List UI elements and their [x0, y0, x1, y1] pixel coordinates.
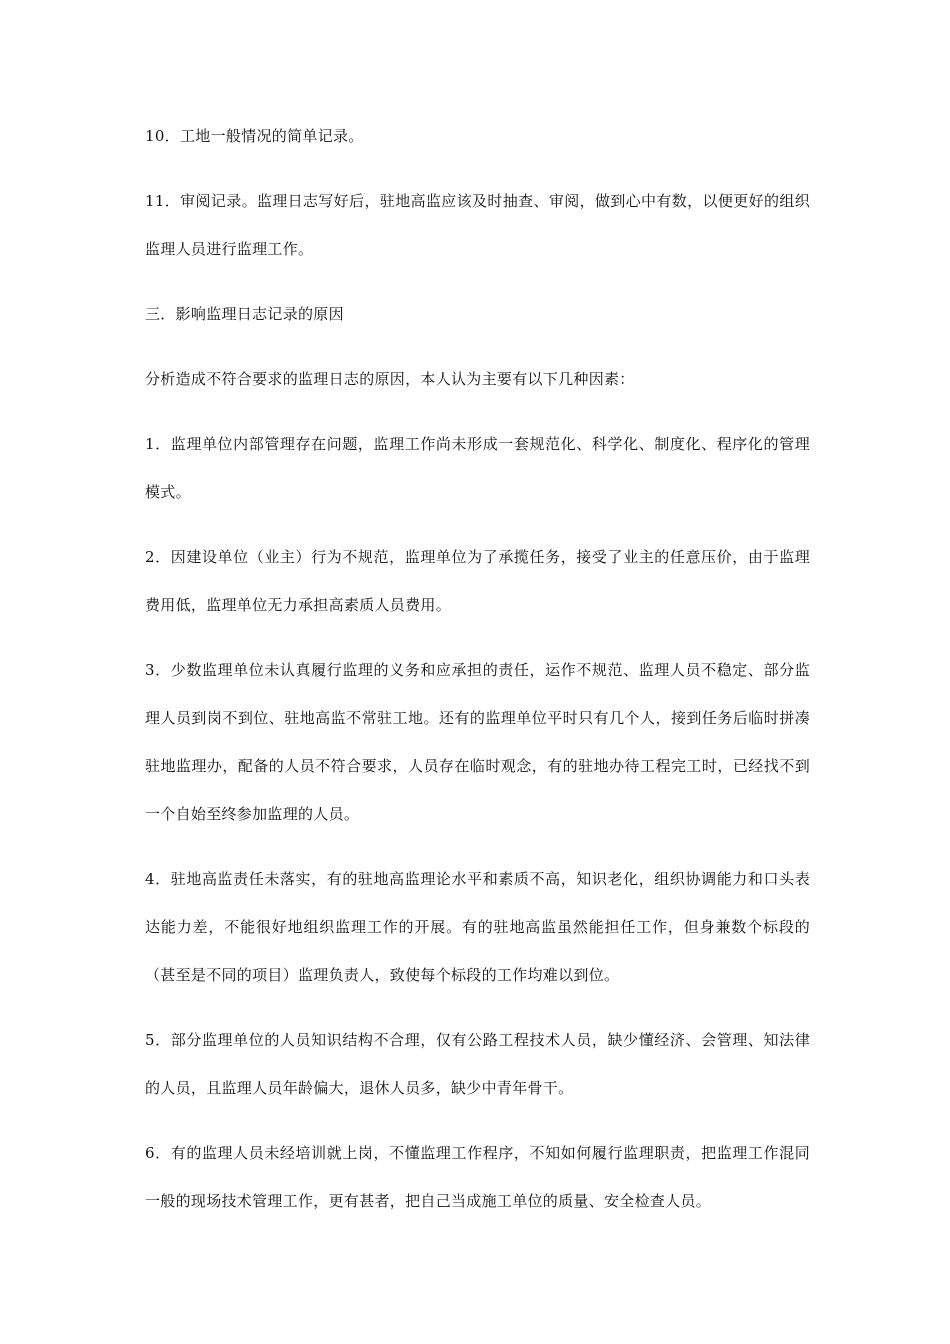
paragraph-reason-6: 6．有的监理人员未经培训就上岗，不懂监理工作程序，不知如何履行监理职责，把监理工作混同一般的现场技术管理工作，更有甚者，把自己当成施工单位的质量、安全检查人员。 [145, 1144, 810, 1210]
paragraph-intro: 分析造成不符合要求的监理日志的原因，本人认为主要有以下几种因素： [145, 370, 635, 388]
paragraph-item-10: 10．工地一般情况的简单记录。 [145, 127, 364, 145]
section-heading-3: 三．影响监理日志记录的原因 [145, 305, 344, 323]
paragraph-reason-5: 5．部分监理单位的人员知识结构不合理，仅有公路工程技术人员，缺少懂经济、会管理、知法律的人员，且监理人员年龄偏大，退休人员多，缺少中青年骨干。 [145, 1031, 810, 1097]
paragraph-item-11: 11．审阅记录。监理日志写好后，驻地高监应该及时抽查、审阅，做到心中有数，以便更好的组织监理人员进行监理工作。 [145, 192, 810, 258]
document-body [145, 112, 810, 1242]
paragraph-reason-1: 1．监理单位内部管理存在问题，监理工作尚未形成一套规范化、科学化、制度化、程序化的管理模式。 [145, 435, 810, 501]
paragraph-reason-4: 4．驻地高监责任未落实，有的驻地高监理论水平和素质不高，知识老化，组织协调能力和口头表达能力差，不能很好地组织监理工作的开展。有的驻地高监虽然能担任工作，但身兼数个标段的（甚至是不同的项目）监理负责人，致使每个标段的工作均难以到位。 [145, 870, 810, 984]
paragraph-reason-2: 2．因建设单位（业主）行为不规范，监理单位为了承揽任务，接受了业主的任意压价，由于监理费用低，监理单位无力承担高素质人员费用。 [145, 548, 810, 614]
paragraph-reason-3: 3．少数监理单位未认真履行监理的义务和应承担的责任，运作不规范、监理人员不稳定、部分监理人员到岗不到位、驻地高监不常驻工地。还有的监理单位平时只有几个人，接到任务后临时拼凑驻地监理办，配备的人员不符合要求，人员存在临时观念，有的驻地办待工程完工时，已经找不到一个自始至终参加监理的人员。 [145, 661, 810, 823]
